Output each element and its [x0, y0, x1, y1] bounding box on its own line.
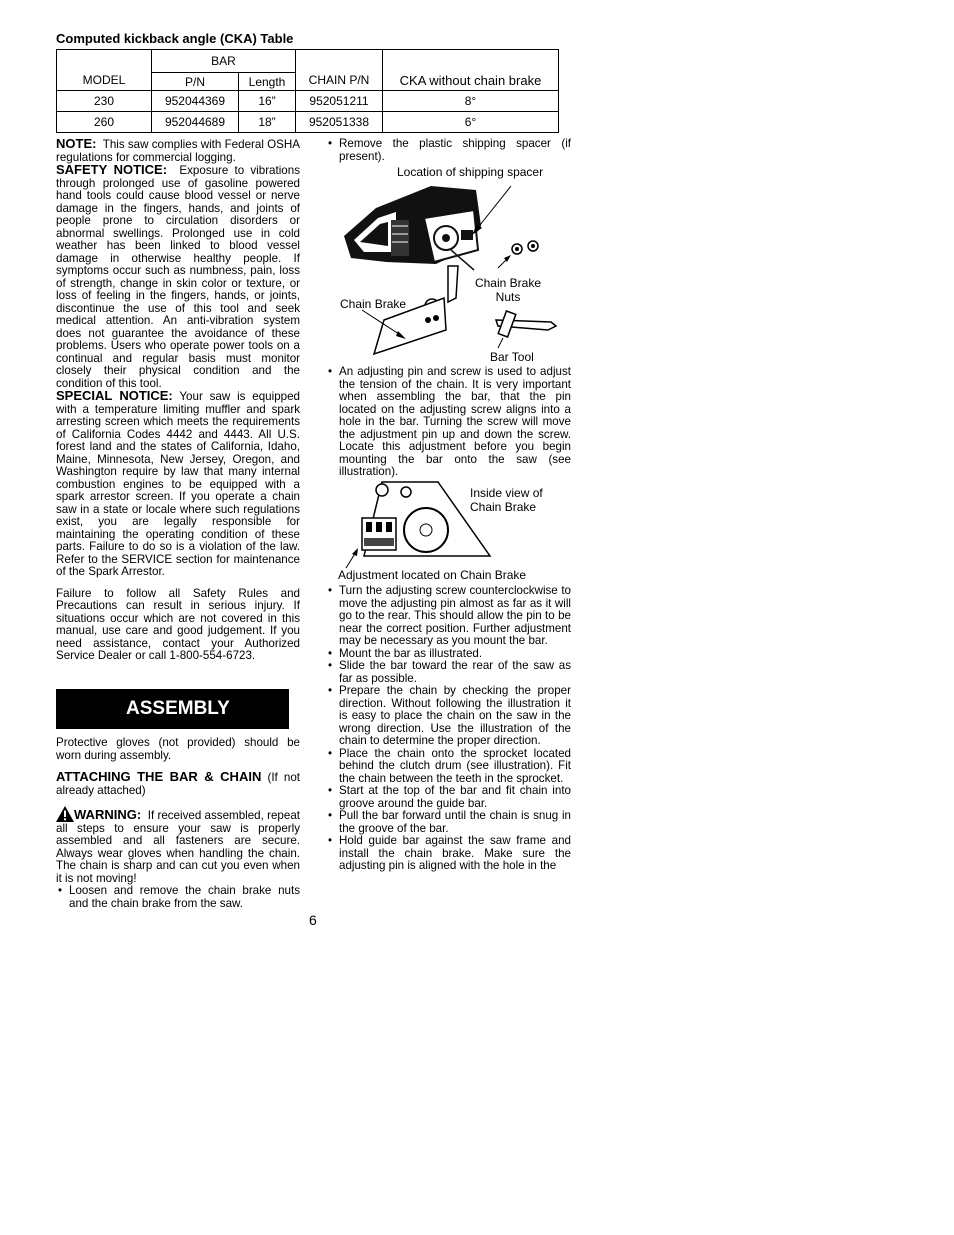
- left-bullet-list: [56, 885, 300, 910]
- special-notice-paragraph: SPECIAL NOTICE: Your saw is equipped with a temperature limiting muffler and spark arresting screen which meets the requirements of California Codes 4442 and 4443. All U.S. forest land and the states of California, Idaho, Maine, Minnesota, New Jersey, Oregon, and Washington require by law that many internal combustion engines to be equipped with a spark arrestor screen. If you operate a chain saw in a state or locale where such regulations exist, you are legally responsible for maintaining the operating condition of these parts. Failure to do so is a violation of the law. Refer to the SERVICE section for maintenance of the Spark Arrestor.: [56, 388, 300, 578]
- cka-table: [56, 49, 559, 133]
- assembly-heading: ASSEMBLY: [56, 689, 289, 729]
- cell-chain-pn: 952051211: [296, 91, 383, 112]
- table-row: [57, 112, 559, 133]
- fig1-label-tool: Bar Tool: [490, 350, 534, 364]
- cell-cka: 8°: [383, 91, 559, 112]
- header-model: MODEL: [57, 50, 152, 91]
- fig1-label-nuts: Chain Brake Nuts: [474, 276, 542, 304]
- list-item: • Start at the top of the bar and fit chain into groove around the guide bar.: [326, 785, 571, 810]
- cell-chain-pn: 952051338: [296, 112, 383, 133]
- cell-pn: 952044369: [152, 91, 239, 112]
- list-item: • Mount the bar as illustrated.: [326, 648, 571, 661]
- list-item: • Pull the bar forward until the chain is snug in the groove of the bar.: [326, 810, 571, 835]
- table-title: Computed kickback angle (CKA) Table: [56, 31, 294, 46]
- right-column-top: [326, 138, 571, 163]
- shipping-spacer-illustration: [336, 178, 566, 358]
- cell-cka: 6°: [383, 112, 559, 133]
- note-paragraph: NOTE: This saw complies with Federal OSHA regulations for commercial logging.: [56, 136, 301, 164]
- warning-paragraph: WARNING: If received assembled, repeat all steps to ensure your saw is properly assembled and all fasteners are secure. Always wear gloves when handling the chain. The chain is sharp and can cut you even when it is not moving!: [56, 807, 300, 885]
- cell-length: 18”: [239, 112, 296, 133]
- cell-model: 230: [57, 91, 152, 112]
- table-row: [57, 91, 559, 112]
- list-item: • Slide the bar toward the rear of the saw as far as possible.: [326, 660, 571, 685]
- header-length: Length: [239, 72, 296, 91]
- attach-heading: ATTACHING THE BAR & CHAIN (If not already attached): [56, 769, 300, 797]
- fig1-label-brake: Chain Brake: [340, 297, 407, 311]
- cell-length: 16”: [239, 91, 296, 112]
- list-item: • Loosen and remove the chain brake nuts and the chain brake from the saw.: [56, 885, 300, 910]
- cell-model: 260: [57, 112, 152, 133]
- list-item: • An adjusting pin and screw is used to adjust the tension of the chain. It is very important when assembling the bar, that the pin located on the adjusting screw aligns into a hole in the bar. Turning the screw will move the adjustment pin up and down the screw. Locate this adjustment before you begin mounting the bar onto the saw (see illustration).: [326, 366, 571, 479]
- right-column-steps: [326, 585, 571, 873]
- header-cka: CKA without chain brake: [383, 50, 559, 91]
- gloves-paragraph: Protective gloves (not provided) should be worn during assembly.: [56, 736, 300, 762]
- header-pn: P/N: [152, 72, 239, 91]
- list-item: • Turn the adjusting screw counterclockwise to move the adjusting pin almost as far as it will go to the rear. This should allow the pin to be near the correct position. Further adjustment may be necessary as you mount the bar.: [326, 585, 571, 648]
- left-column: [56, 138, 300, 663]
- list-item: • Prepare the chain by checking the proper direction. Without following the illustration it is easy to place the chain on the saw in the wrong direction. Use the illustration of the chain to determine the proper direction.: [326, 685, 571, 748]
- list-item: • Remove the plastic shipping spacer (if present).: [326, 138, 571, 163]
- header-bar: BAR: [152, 50, 296, 73]
- list-item: • Hold guide bar against the saw frame and install the chain brake. Make sure the adjusting pin is aligned with the hole in the: [326, 835, 571, 873]
- right-column-adjust: [326, 366, 571, 479]
- fig2-caption: Adjustment located on Chain Brake: [338, 568, 527, 582]
- header-chain-pn: CHAIN P/N: [296, 50, 383, 91]
- warning-triangle-icon: [56, 806, 74, 822]
- cell-pn: 952044689: [152, 112, 239, 133]
- chain-brake-inside-illustration: [342, 478, 492, 570]
- fig1-label-spacer: Location of shipping spacer: [397, 165, 544, 179]
- list-item: • Place the chain onto the sprocket located behind the clutch drum (see illustration). Fit the chain between the teeth in the sprocket.: [326, 748, 571, 786]
- right-bullet-list: [326, 585, 571, 873]
- failure-paragraph: Failure to follow all Safety Rules and Precautions can result in serious injury. If situations occur which are not covered in this manual, use care and good judgement. If you need assistance, contact your Authorized Service Dealer or call 1-800-554-6723.: [56, 586, 300, 662]
- page-number: 6: [309, 912, 317, 928]
- left-assembly-column: [56, 737, 300, 910]
- safety-notice-paragraph: SAFETY NOTICE: Exposure to vibrations through prolonged use of gasoline powered hand tools could cause blood vessel or nerve damage in the fingers, hands, and joints of people prone to circulation disorders or abnormal swellings. Prolonged use in cold weather has been linked to blood vessel damage in otherwise healthy people. If symptoms occur such as numbness, pain, loss of strength, change in skin color or texture, or loss of feeling in the fingers, hands, or joints, discontinue the use of this tool and seek medical attention. An anti-vibration system does not guarantee the avoidance of these problems. Users who operate power tools on a continual and regular basis must monitor closely their physical condition and the condition of this tool.: [56, 162, 300, 390]
- fig2-label-inside: Inside view of Chain Brake: [470, 486, 543, 514]
